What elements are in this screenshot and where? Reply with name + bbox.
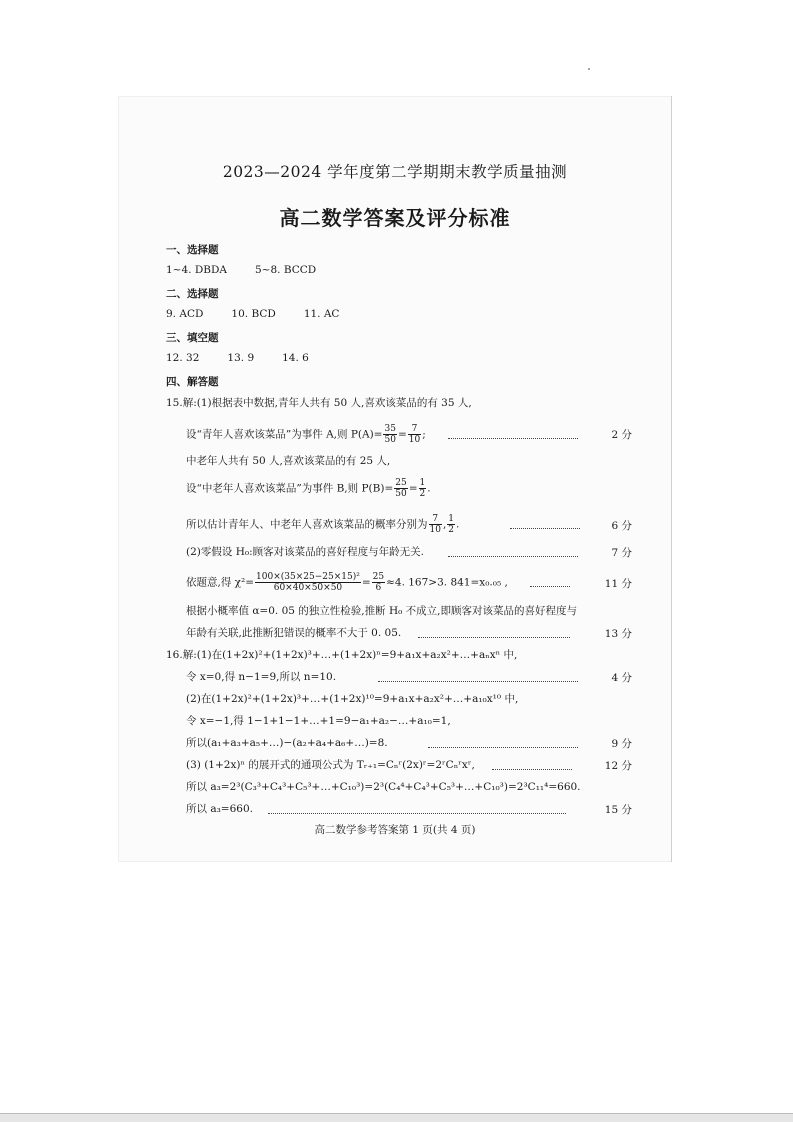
denominator: 2 xyxy=(419,489,426,499)
viewer-bottom-bar xyxy=(0,1113,793,1122)
multi-choice-answers-row xyxy=(166,308,339,320)
punct: , xyxy=(442,518,447,531)
q15-line-8: 根据小概率值 α=0. 05 的独立性检验,推断 H₀ 不成立,即顾客对该菜品的喜好程度与 xyxy=(186,605,577,617)
chi-square-fraction xyxy=(255,572,361,593)
q15-line-2 xyxy=(186,424,426,445)
q15-line-5 xyxy=(186,514,459,535)
numerator: 35 xyxy=(384,424,396,434)
section-multi-choice-heading: 二、选择题 xyxy=(166,288,219,300)
q16-score-12: 12 分 xyxy=(604,760,632,772)
q15-score-11: 11 分 xyxy=(604,578,632,590)
equals: = xyxy=(361,576,371,589)
denominator: 2 xyxy=(448,525,455,535)
punct: . xyxy=(456,518,460,531)
leader-dots xyxy=(510,528,580,529)
numerator: 100×(35×25−25×15)² xyxy=(256,572,360,582)
q15-line-4 xyxy=(186,478,431,499)
leader-dots xyxy=(448,438,578,439)
numerator: 1 xyxy=(419,478,426,488)
q15-l4-text: 设“中老年人喜欢该菜品”为事件 B,则 P(B)= xyxy=(186,482,394,495)
q15-line-9: 年龄有关联,此推断犯错误的概率不大于 0. 05. xyxy=(186,627,402,639)
q15-score-2: 2 分 xyxy=(611,429,632,441)
numerator: 1 xyxy=(448,514,455,524)
q15-score-13: 13 分 xyxy=(604,628,632,640)
q15-line-1: 15.解:(1)根据表中数据,青年人共有 50 人,喜欢该菜品的有 35 人, xyxy=(166,397,472,409)
fraction xyxy=(429,514,442,535)
answer-11: 11. AC xyxy=(303,308,340,320)
fill-answers-row xyxy=(166,352,309,364)
q16-line-7: 所以 a₃=2³(C₃³+C₄³+C₅³+…+C₁₀³)=2³(C₄⁴+C₄³+C₅³+…+C₁₀³)=2³C₁₁⁴=660. xyxy=(186,781,581,793)
answers-5-8: 5~8. BCCD xyxy=(254,264,317,276)
leader-dots xyxy=(492,769,572,770)
q16-line-2: 令 x=0,得 n−1=9,所以 n=10. xyxy=(186,671,337,683)
answer-13: 13. 9 xyxy=(227,352,255,364)
q15-l5-text: 所以估计青年人、中老年人喜欢该菜品的概率分别为 xyxy=(186,518,428,531)
fraction xyxy=(408,424,421,445)
q15-l2-text: 设“青年人喜欢该菜品”为事件 A,则 P(A)= xyxy=(186,428,383,441)
leader-dots xyxy=(530,586,570,587)
answers-1-4: 1~4. DBDA xyxy=(166,264,227,276)
denominator: 10 xyxy=(429,525,441,535)
answer-key-title: 高二数学答案及评分标准 xyxy=(279,206,511,230)
numerator: 25 xyxy=(372,572,385,582)
denominator: 50 xyxy=(384,435,396,445)
q16-line-6: (3) (1+2x)ⁿ 的展开式的通项公式为 Tᵣ₊₁=Cₙʳ(2x)ʳ=2ʳCₙʳxʳ, xyxy=(186,759,475,771)
leader-dots xyxy=(418,637,570,638)
denominator: 6 xyxy=(375,583,382,593)
scan-speck xyxy=(588,68,590,70)
fraction xyxy=(394,478,407,499)
equals: = xyxy=(408,482,418,495)
q16-line-1: 16.解:(1)在(1+2x)²+(1+2x)³+…+(1+2x)ⁿ=9+a₁x+a₂x²+…+aₙxⁿ 中, xyxy=(166,649,518,661)
answer-14: 14. 6 xyxy=(282,352,309,364)
q15-l7-text: 依题意,得 χ²= xyxy=(186,576,255,589)
numerator: 7 xyxy=(408,424,421,435)
denominator: 60×40×50×50 xyxy=(273,583,343,593)
page-footer: 高二数学参考答案第 1 页(共 4 页) xyxy=(314,824,476,836)
q16-line-4: 令 x=−1,得 1−1+1−1+…+1=9−a₁+a₂−…+a₁₀=1, xyxy=(186,715,451,727)
choice-answers-row xyxy=(166,264,316,276)
q16-line-3: (2)在(1+2x)²+(1+2x)³+…+(1+2x)¹⁰=9+a₁x+a₂x²+…+a₁₀x¹⁰ 中, xyxy=(186,693,519,705)
fraction xyxy=(419,478,427,499)
section-choice-heading: 一、选择题 xyxy=(166,244,219,256)
q15-line-6: (2)零假设 H₀:顾客对该菜品的喜好程度与年龄无关. xyxy=(186,546,424,558)
fraction xyxy=(447,514,455,535)
punct: . xyxy=(427,482,431,495)
q15-line-7 xyxy=(186,572,508,593)
q16-line-5: 所以(a₁+a₃+a₅+…)−(a₂+a₄+a₆+…)=8. xyxy=(186,737,388,749)
q16-score-15: 15 分 xyxy=(604,804,632,816)
leader-dots xyxy=(428,747,578,748)
punct: ; xyxy=(422,428,426,441)
numerator: 25 xyxy=(395,478,407,488)
fraction xyxy=(383,424,396,445)
equals: = xyxy=(397,428,407,441)
leader-dots xyxy=(448,556,578,557)
q15-line-3: 中老年人共有 50 人,喜欢该菜品的有 25 人, xyxy=(186,455,391,467)
q15-score-6: 6 分 xyxy=(611,520,632,532)
answer-9: 9. ACD xyxy=(166,308,204,320)
leader-dots xyxy=(378,681,578,682)
denominator: 50 xyxy=(395,489,407,499)
section-solution-heading: 四、解答题 xyxy=(166,376,219,388)
exam-title: 2023—2024 学年度第二学期期末教学质量抽测 xyxy=(222,163,568,181)
q16-score-4: 4 分 xyxy=(611,672,632,684)
section-fill-heading: 三、填空题 xyxy=(166,332,219,344)
answer-10: 10. BCD xyxy=(231,308,276,320)
leader-dots xyxy=(268,813,566,814)
q15-score-7: 7 分 xyxy=(611,547,632,559)
numerator: 7 xyxy=(429,514,442,525)
q16-score-9: 9 分 xyxy=(611,738,632,750)
q16-line-8: 所以 a₃=660. xyxy=(186,803,253,815)
denominator: 10 xyxy=(408,435,421,445)
answer-12: 12. 32 xyxy=(166,352,200,364)
fraction xyxy=(372,572,385,593)
scanned-page xyxy=(118,96,672,862)
q15-l7-rest: ≈4. 167>3. 841=x₀.₀₅ , xyxy=(386,576,508,589)
